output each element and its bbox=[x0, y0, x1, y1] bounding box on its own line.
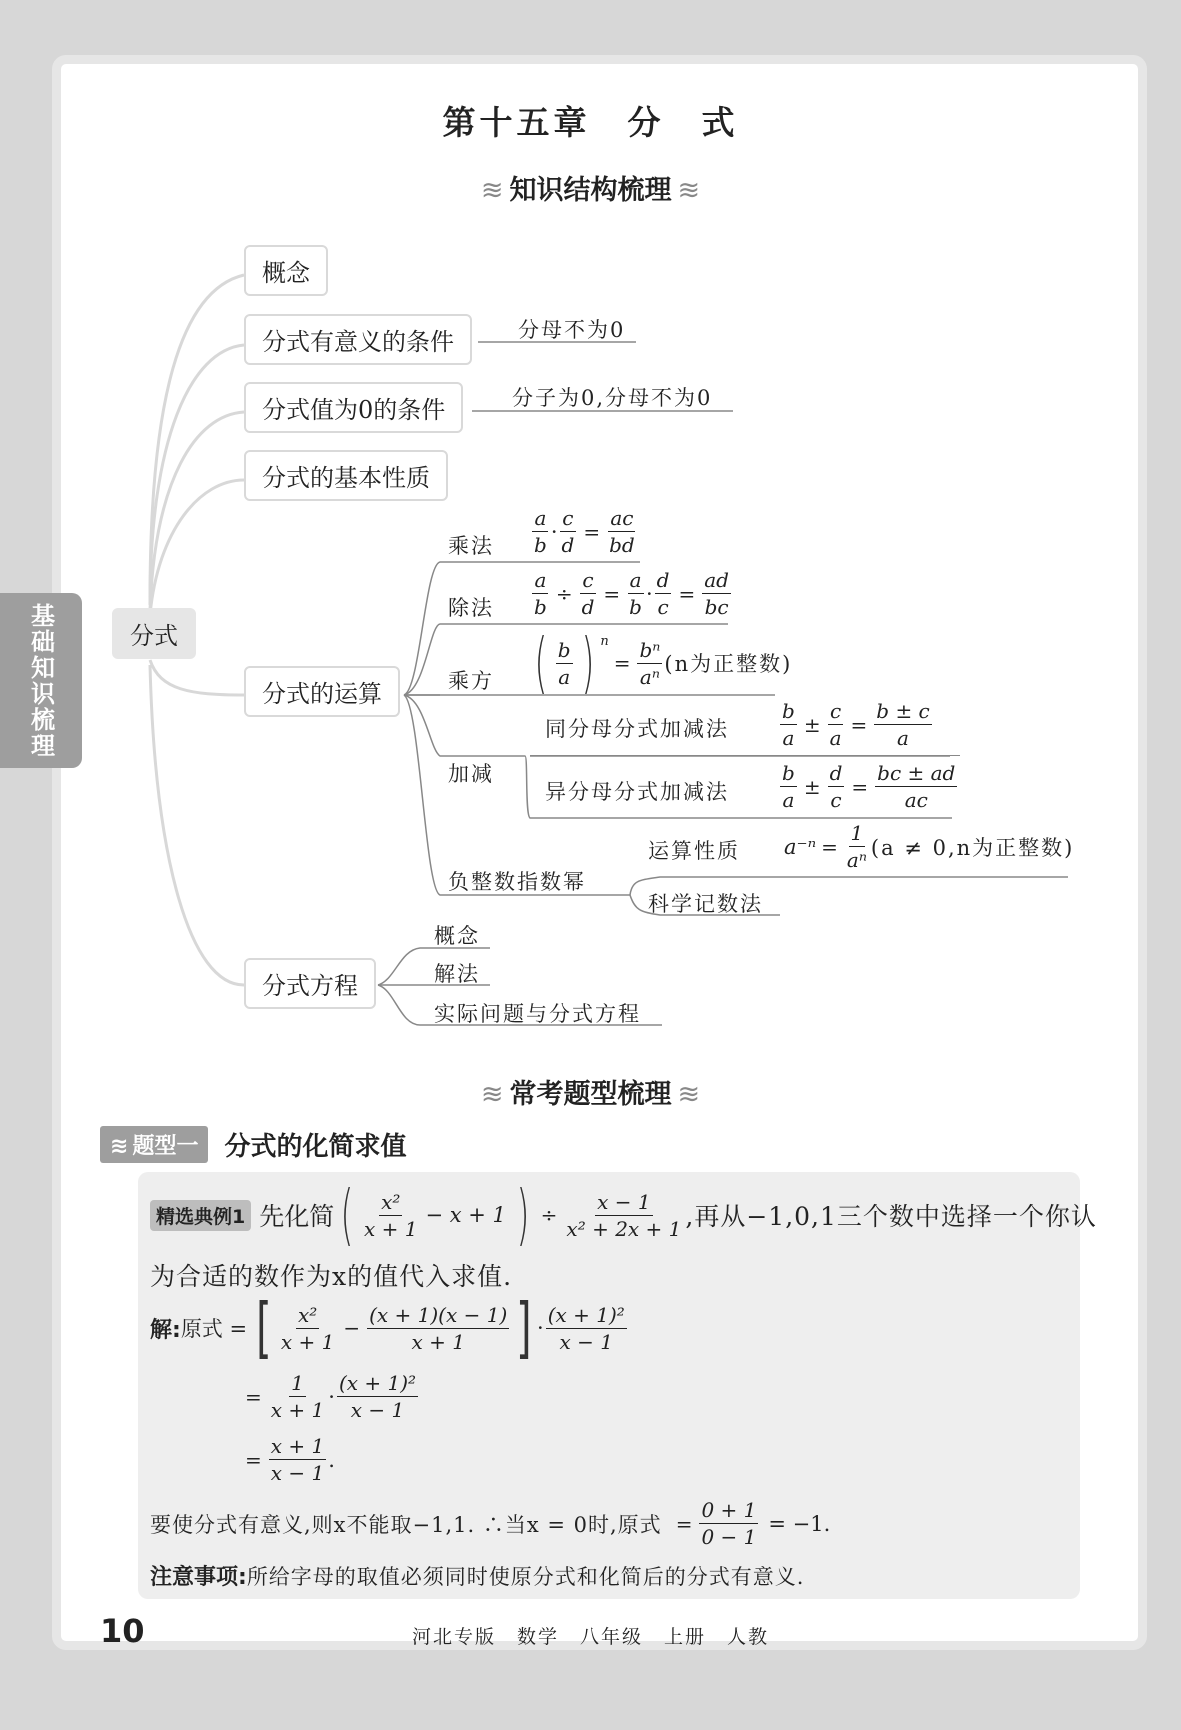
solution-step3: = $\frac{x + 1}{x - 1}$ . bbox=[245, 1434, 335, 1485]
wave-icon: ≋ bbox=[480, 175, 504, 206]
type-heading bbox=[100, 1126, 406, 1163]
mindmap-root: 分式 bbox=[112, 608, 196, 659]
solution-step1: 解: 原式 = [ $\frac{\text{x²}}{x + 1}$ − $\frac{(x + 1)(x - 1)}{x + 1}$ ] · $\frac{\text{(x + 1)²}}{x - 1}$ bbox=[150, 1289, 625, 1366]
equation-item-concept: 概念 bbox=[434, 924, 480, 948]
solution-note: 注意事项: 所给字母的取值必须同时使原分式和化简后的分式有意义. bbox=[150, 1564, 805, 1590]
note-zero: 分子为0,分母不为0 bbox=[512, 386, 713, 410]
wave-icon: ≋ bbox=[480, 1079, 504, 1110]
note-meaningful: 分母不为0 bbox=[518, 318, 626, 342]
section-common-types bbox=[0, 1072, 1181, 1111]
wave-icon: ≋ bbox=[677, 175, 701, 206]
example-question-line1: 精选典例1 先化简 ( $\frac{\text{x²}}{x + 1}$ − x + 1 ) ÷ $\frac{x - 1}{\text{x² + 2x + 1}}$ ,再从−1,0,1三个数中选择一个你认 bbox=[150, 1182, 1097, 1248]
node-zero-condition: 分式值为0的条件 bbox=[244, 382, 463, 433]
label-power: 乘方 bbox=[448, 669, 494, 693]
node-basic-property: 分式的基本性质 bbox=[244, 450, 448, 501]
formula-divide: $\frac{a}{b}$ ÷ $\frac{c}{d}$ = $\frac{a}{b}$ · $\frac{d}{c}$ = $\frac{ad}{bc}$ bbox=[534, 568, 729, 619]
solution-condition: 要使分式有意义,则x不能取−1,1. ∴当x = 0时,原式 = $\frac{0 + 1}{0 - 1}$ = −1. bbox=[150, 1498, 831, 1549]
section-title: 知识结构梳理 bbox=[509, 175, 672, 206]
solution-step2: = $\frac{1}{x + 1}$ · $\frac{\text{(x + 1)²}}{x - 1}$ bbox=[245, 1371, 417, 1422]
page-number: 10 bbox=[100, 1612, 145, 1650]
chapter-title: 第十五章 分 式 bbox=[442, 103, 739, 142]
node-operations: 分式的运算 bbox=[244, 666, 400, 717]
formula-negative-exponent: a⁻ⁿ = $\frac{1}{\text{aⁿ}}$ (a ≠ 0,n为正整数) bbox=[784, 821, 1075, 872]
label-divide: 除法 bbox=[448, 596, 494, 620]
wave-icon: ≋ bbox=[677, 1079, 701, 1110]
example-tag: 精选典例1 bbox=[150, 1200, 251, 1231]
label-multiply: 乘法 bbox=[448, 534, 494, 558]
label-scientific-notation: 科学记数法 bbox=[648, 892, 763, 916]
formula-multiply: $\frac{a}{b}$ · $\frac{c}{d}$ = $\frac{ac}{bd}$ bbox=[534, 506, 635, 557]
example-question-line2: 为合适的数作为x的值代入求值. bbox=[150, 1262, 513, 1291]
equation-item-application: 实际问题与分式方程 bbox=[434, 1002, 641, 1026]
label-operation-property: 运算性质 bbox=[648, 839, 740, 863]
equation-item-solution: 解法 bbox=[434, 962, 480, 986]
underline bbox=[530, 755, 960, 756]
formula-same-denominator: $\frac{b}{a}$ ± $\frac{c}{a}$ = $\frac{b \pm c}{a}$ bbox=[782, 699, 930, 750]
section-title: 常考题型梳理 bbox=[509, 1079, 672, 1110]
formula-power: ( $\frac{b}{a}$ ) n = $\frac{\text{bⁿ}}{\text{aⁿ}}$ (n为正整数) bbox=[534, 624, 793, 701]
formula-diff-denominator: $\frac{b}{a}$ ± $\frac{d}{c}$ = $\frac{bc \pm ad}{ac}$ bbox=[782, 761, 956, 812]
footer-info: 河北专版 数学 八年级 上册 人教 bbox=[412, 1626, 770, 1648]
wave-icon: ≋ bbox=[110, 1134, 129, 1159]
node-equation: 分式方程 bbox=[244, 958, 376, 1009]
label-add-sub: 加减 bbox=[448, 762, 494, 786]
label-negative-exponent: 负整数指数幂 bbox=[448, 870, 586, 894]
node-concept: 概念 bbox=[244, 245, 328, 296]
label-same-denominator: 同分母分式加减法 bbox=[545, 717, 729, 741]
type-title: 分式的化简求值 bbox=[224, 1132, 407, 1162]
label-diff-denominator: 异分母分式加减法 bbox=[545, 780, 729, 804]
node-meaningful-condition: 分式有意义的条件 bbox=[244, 314, 472, 365]
side-tab[interactable]: 基础知识梳理 bbox=[0, 593, 82, 768]
type-tag: ≋ 题型一 bbox=[100, 1126, 208, 1163]
